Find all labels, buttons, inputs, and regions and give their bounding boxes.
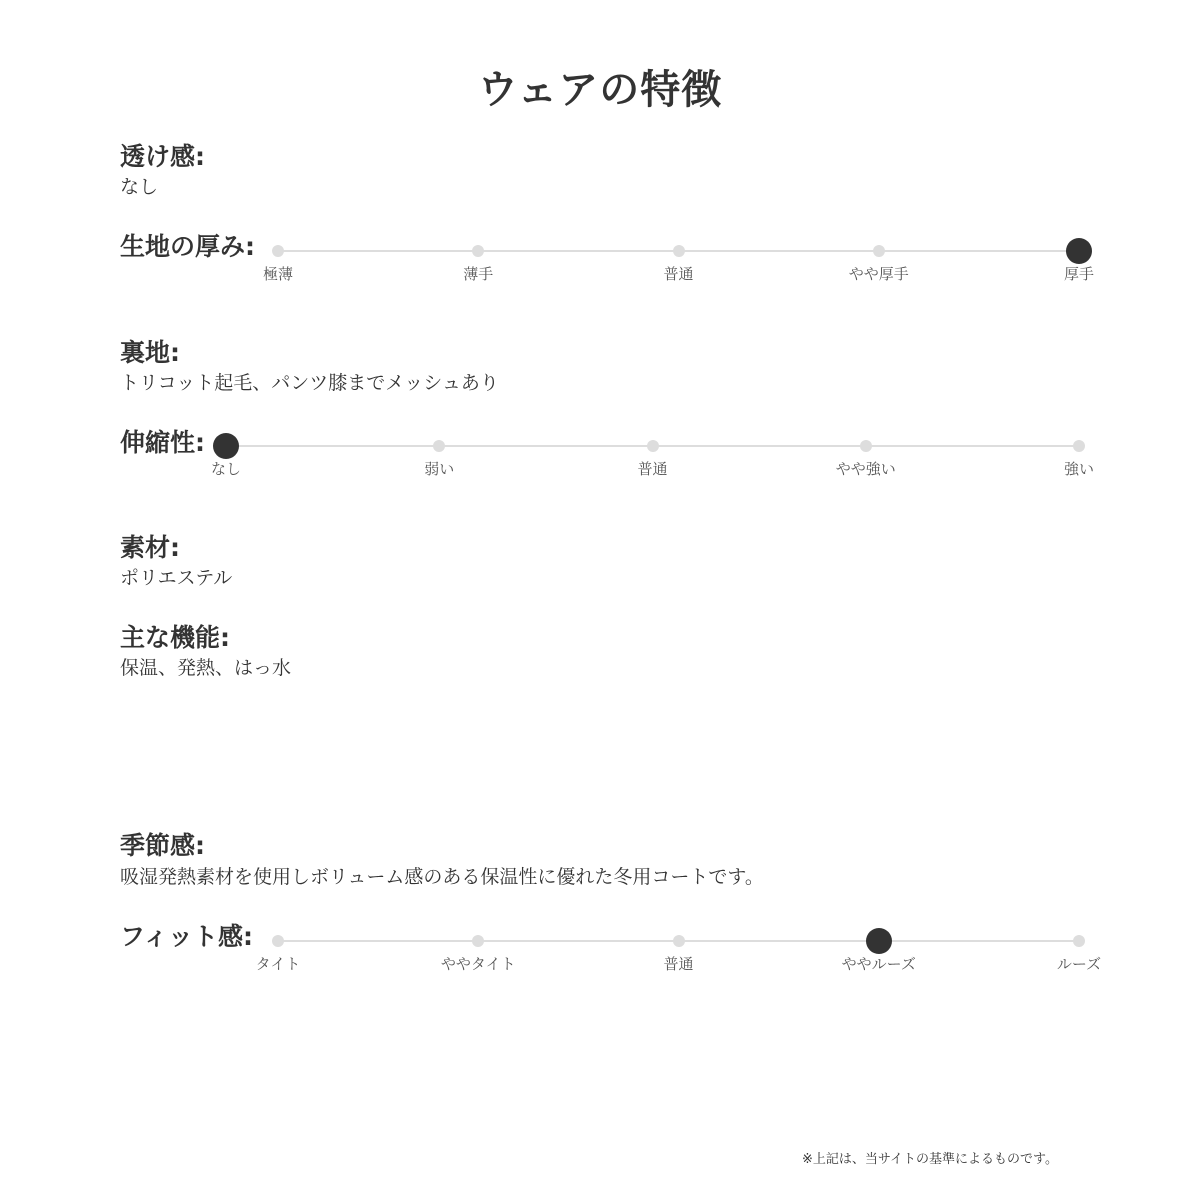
footnote: ※上記は、当サイトの基準によるものです。	[802, 1152, 1058, 1167]
stretch-dot-1	[213, 433, 239, 459]
lining-label: 裏地:	[120, 338, 180, 367]
stretch-tick-1: なし	[210, 460, 242, 478]
functions-value: 保温、発熱、はっ水	[120, 657, 292, 679]
season-value: 吸湿発熱素材を使用しボリューム感のある保温性に優れた冬用コートです。	[120, 866, 764, 888]
stretch-tick-5: 強い	[1063, 460, 1095, 478]
fit-tick-3: 普通	[663, 955, 694, 973]
material-value: ポリエステル	[120, 567, 233, 589]
fit-dot-1	[272, 935, 284, 947]
thickness-label: 生地の厚み:	[120, 232, 255, 261]
fit-tick-4: ややルーズ	[841, 955, 916, 973]
stretch-label: 伸縮性:	[120, 428, 205, 457]
season-label: 季節感:	[120, 831, 205, 860]
stretch-dot-2	[433, 440, 445, 452]
stretch-tick-2: 弱い	[424, 460, 455, 478]
fit-label: フィット感:	[120, 922, 253, 951]
thickness-tick-5: 厚手	[1063, 265, 1095, 283]
lining-value: トリコット起毛、パンツ膝までメッシュあり	[120, 372, 499, 394]
thickness-tick-3: 普通	[663, 265, 694, 283]
thickness-dot-3	[673, 245, 685, 257]
stretch-dot-3	[647, 440, 659, 452]
material-label: 素材:	[120, 533, 180, 562]
fit-dot-2	[472, 935, 484, 947]
fit-dot-3	[673, 935, 685, 947]
fit-dot-4	[866, 928, 892, 954]
stretch-tick-4: やや強い	[835, 460, 896, 478]
functions-label: 主な機能:	[120, 623, 230, 652]
fit-tick-2: ややタイト	[440, 955, 516, 973]
transparency-value: なし	[120, 176, 159, 198]
stretch-dot-5	[1073, 440, 1085, 452]
fit-dot-5	[1073, 935, 1085, 947]
thickness-tick-4: やや厚手	[848, 265, 909, 283]
thickness-dot-4	[873, 245, 885, 257]
stretch-tick-3: 普通	[637, 460, 668, 478]
fit-tick-5: ルーズ	[1056, 955, 1102, 973]
thickness-dot-5	[1066, 238, 1092, 264]
fit-tick-1: タイト	[255, 955, 301, 973]
thickness-tick-1: 極薄	[262, 265, 294, 283]
thickness-tick-2: 薄手	[463, 265, 494, 283]
page-title: ウェアの特徴	[477, 67, 723, 113]
thickness-dot-1	[272, 245, 284, 257]
thickness-dot-2	[472, 245, 484, 257]
transparency-label: 透け感:	[120, 142, 205, 171]
stretch-dot-4	[860, 440, 872, 452]
